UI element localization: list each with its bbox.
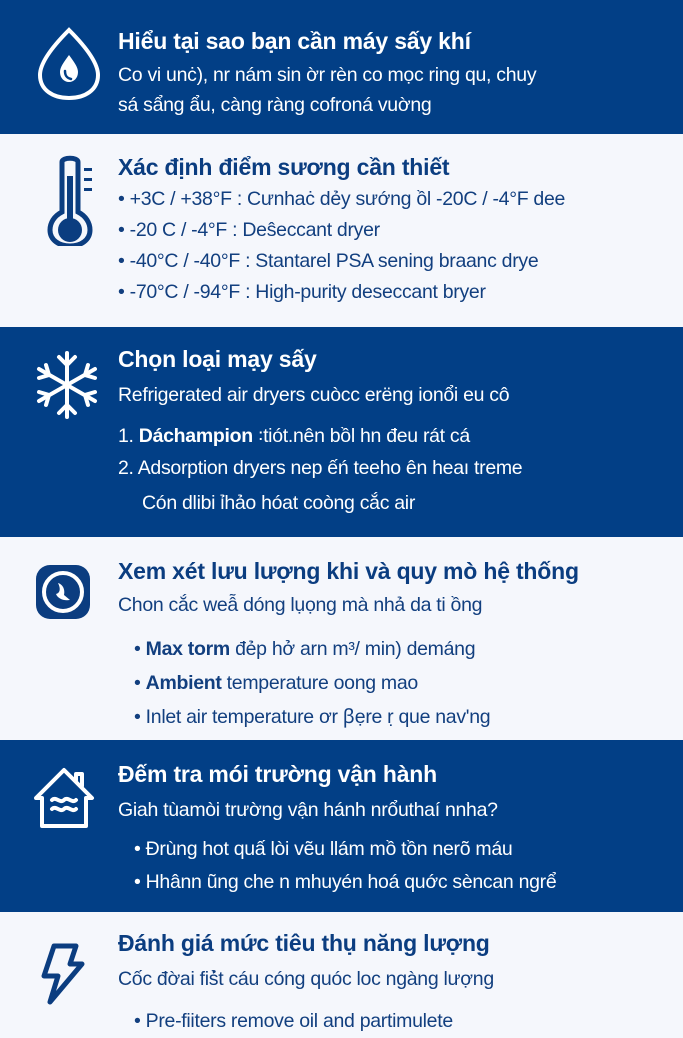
tail-text: Cón dlibi ỉhảo hóat coòng cắc air <box>142 492 416 514</box>
section-environment <box>0 740 683 912</box>
item-bold: Max torm <box>145 638 230 660</box>
bullet-item <box>118 700 663 734</box>
item-bold: Ambient <box>145 672 222 694</box>
item-rest: ꞉tiót.nên bồl hn đeu rát cá <box>252 425 470 447</box>
item-rest: Adsorption dryers nep ếń teeho ên heaı treme <box>133 457 523 479</box>
bullet-dot: • <box>134 638 146 660</box>
bullet-item <box>118 666 663 700</box>
bullet-dot: • <box>134 672 146 694</box>
house-water-icon <box>32 764 96 830</box>
water-drop-icon <box>36 27 102 101</box>
intro-text: Cốc đờai fiṡ̉t cáu cóng quóc loc ngàng lượng <box>118 968 494 990</box>
bullet-item: • Pre-fiiters remove oil and partimulete <box>134 1010 453 1032</box>
thermometer-icon <box>42 154 98 246</box>
dew-point-item: • -40°C / -40°F : Stantarel PSA sening braanc drye <box>118 250 539 272</box>
intro-text: Giah tùamòi trường vận hánh nrổuthaí nnha? <box>118 799 498 821</box>
flow-gauge-icon <box>34 563 92 621</box>
section-title: Xem xét lưu lượng khi và quy mò hệ thống <box>118 558 579 584</box>
snowflake-icon <box>34 349 100 421</box>
numbered-item <box>118 452 663 484</box>
item-rest: Inlet air temperature ơr ꞵẹre ṛ que nav'ng <box>145 706 491 728</box>
section-flow-rate <box>0 537 683 740</box>
dew-point-item: • -70°C / -94°F : High-purity deseccant bryer <box>118 281 486 303</box>
item-bold: Dáchampion <box>138 425 253 447</box>
section-content <box>118 26 663 120</box>
numbered-item <box>118 420 663 452</box>
item-rest: đẻp hở arn m³/ min) demáng <box>229 638 476 660</box>
intro-text: Refrigerated air dryers cuòcc erëng ionổi eu cô <box>118 384 510 406</box>
description-line: sá sẩng ẩu, càng ràng cofroná vuờng <box>118 94 432 116</box>
section-title: Đếm tra mói trường vận hành <box>118 761 437 787</box>
section-content <box>118 928 663 1038</box>
section-content <box>118 344 663 522</box>
section-title: Xác định điểm sương cần thiết <box>118 154 450 180</box>
bullet-item: • Hhânn ũng che n mhuyén hoá quớc sèncan ngrể <box>134 871 557 893</box>
bullet-dot: • <box>134 706 146 728</box>
intro-text: Chon cắc wеẫ dóng lụọng mà nhả da ti ồng <box>118 594 483 616</box>
section-title: Hiểu tại sao bạn cần máy sấy khí <box>118 28 471 54</box>
section-content <box>118 556 663 734</box>
dew-point-item: • -20 C / -4°F : Deŝeccant dryer <box>118 219 380 241</box>
section-content <box>118 152 663 308</box>
item-number: 1. <box>118 425 134 447</box>
description-line: Co vi unċ), nr nám sin ờr rèn co mọc ring qu, chuy <box>118 64 537 86</box>
section-content <box>118 759 663 899</box>
section-dew-point <box>0 134 683 327</box>
item-rest: temperature oong mao <box>221 672 418 694</box>
section-why-dryer <box>0 0 683 134</box>
item-number: 2. <box>118 457 134 479</box>
bullet-item: • Đrùng hot quấ lòi vẽu llám mồ tồn nerõ máu <box>134 838 513 860</box>
lightning-icon <box>40 942 86 1006</box>
section-energy <box>0 912 683 1032</box>
dew-point-item: • +3C / +38°F : Cưnhaċ dẻy sướng ồl -20C / -4°F dee <box>118 188 566 210</box>
section-title: Đánh giá mức tiêu thụ năng lượng <box>118 930 490 956</box>
section-title: Chọn loại mạy sấy <box>118 346 317 372</box>
section-dryer-type <box>0 327 683 537</box>
bullet-item <box>118 632 663 666</box>
